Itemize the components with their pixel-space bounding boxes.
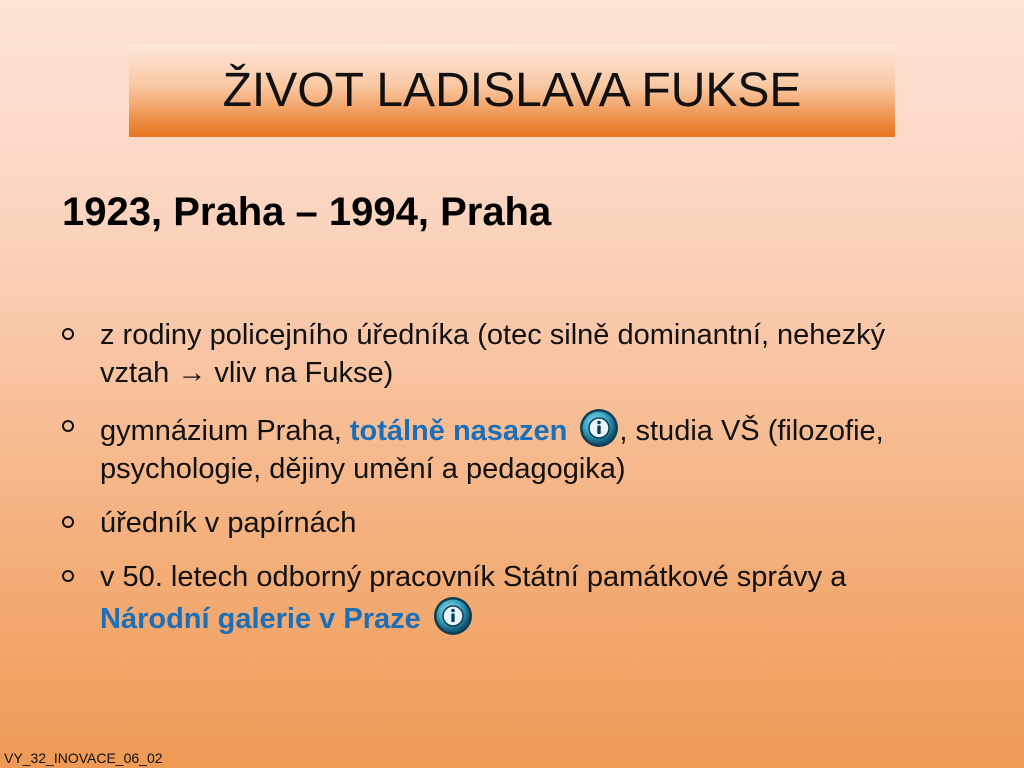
bullet-text: úředník v papírnách — [100, 507, 357, 539]
link-narodni-galerie[interactable]: Národní galerie v Praze — [100, 603, 421, 635]
bullet-text-before: v 50. letech odborný pracovník Státní památkové správy a — [100, 561, 847, 593]
title-bar — [129, 44, 895, 137]
list-item — [62, 316, 962, 392]
slide-subtitle: 1923, Praha – 1994, Praha — [62, 190, 552, 234]
bullet-text-before: gymnázium Praha, — [100, 415, 350, 447]
bullet-circle-icon — [62, 516, 74, 528]
link-totalne-nasazen[interactable]: totálně nasazen — [349, 415, 568, 447]
bullet-list — [62, 316, 962, 654]
slide-title: ŽIVOT LADISLAVA FUKSE — [222, 64, 802, 117]
bullet-circle-icon — [62, 328, 74, 340]
bullet-text: z rodiny policejního úředníka (otec silně dominantní, nehezký vztah → vliv na Fukse) — [100, 319, 886, 389]
list-item — [62, 408, 962, 488]
list-item — [62, 558, 962, 638]
bullet-circle-icon — [62, 420, 74, 432]
footer-code: VY_32_INOVACE_06_02 — [4, 750, 163, 766]
bullet-text-after: , studia VŠ (filozofie, psychologie, dějiny umění a pedagogika) — [100, 415, 884, 485]
info-icon[interactable] — [579, 408, 619, 448]
bullet-circle-icon — [62, 570, 74, 582]
info-icon[interactable] — [433, 596, 473, 636]
list-item — [62, 504, 962, 542]
